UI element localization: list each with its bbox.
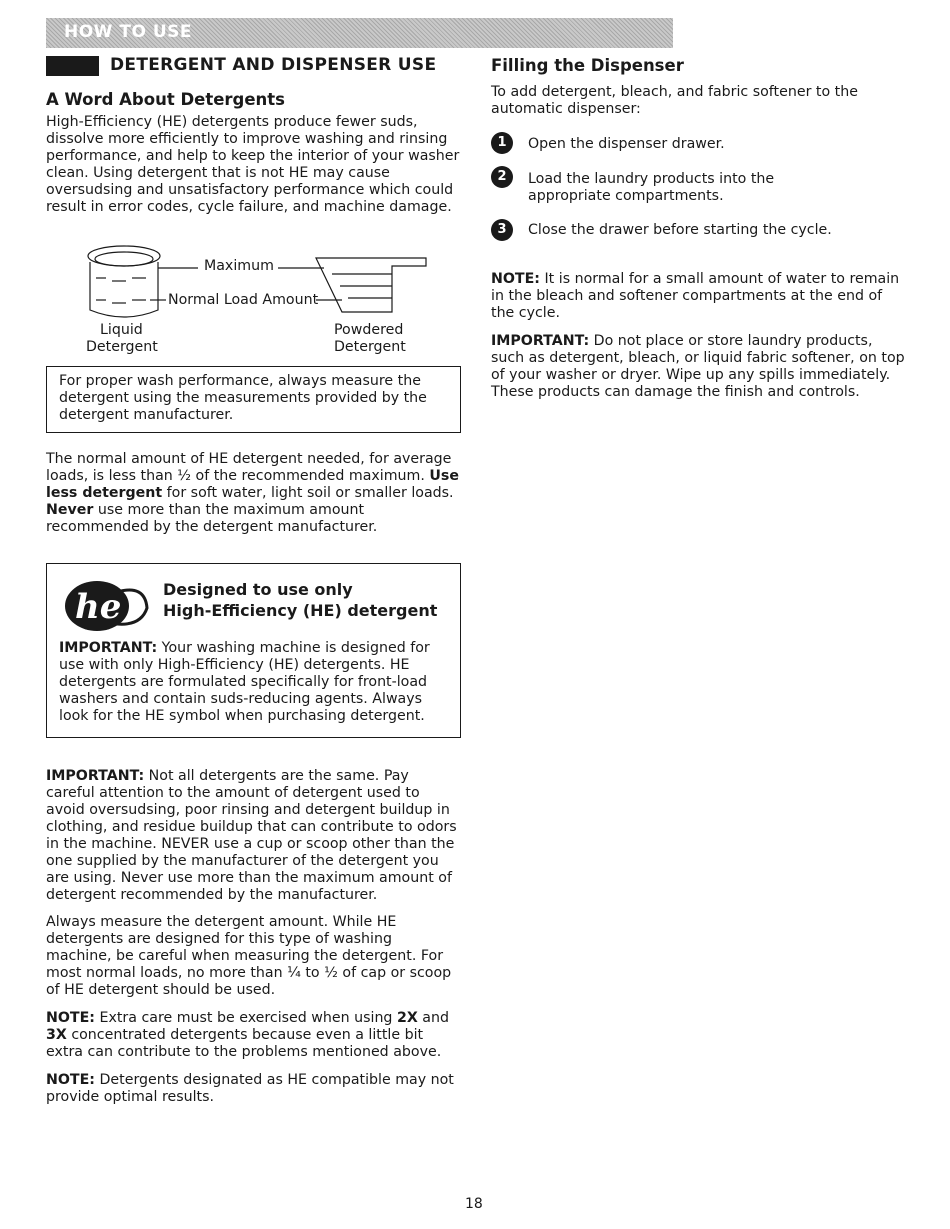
he-important-label: IMPORTANT: [59,640,158,656]
section-title: DETERGENT AND DISPENSER USE [110,55,437,75]
important-label: IMPORTANT: [491,333,590,349]
2x-emphasis: 2X [396,1010,418,1026]
note-text-1: Extra care must be exercised when using [94,1010,397,1026]
normal-amount-text-1: The normal amount of HE detergent needed, for average loads, is less than ½ of the recommended maximum. [46,451,452,484]
page-number: 18 [465,1196,483,1212]
3x-emphasis: 3X [46,1027,67,1043]
step-3-icon: 3 [491,219,513,241]
measure-notice-text: For proper wash performance, always measure the detergent using the measurements provided by the detergent manufacturer. [59,373,427,423]
normal-load-label: Normal Load Amount [168,292,319,308]
note-text: It is normal for a small amount of water to remain in the bleach and softener compartments at the end of the cycle. [491,271,900,321]
important-detergents-paragraph [46,768,461,904]
important-text: Do not place or store laundry products, such as detergent, bleach, or liquid fabric softener, on top of your washer or dryer. Wipe up any spills immediately. These products can damage the finish and controls. [491,333,905,400]
important-storage-paragraph [491,333,906,401]
he-logo-icon [61,578,149,634]
normal-amount-text-3: use more than the maximum amount recommended by the detergent manufacturer. [46,502,378,535]
note-label: NOTE: [46,1072,95,1088]
use-less-emphasis: Use less detergent [46,468,459,501]
maximum-label: Maximum [204,258,274,274]
note-water-paragraph [491,271,906,322]
note-text-2: and [417,1010,449,1026]
normal-amount-text-2: for soft water, light soil or smaller loads. [162,485,454,501]
banner-text: HOW TO USE [64,22,192,42]
step-2-icon: 2 [491,166,513,188]
section-marker [46,56,99,76]
powdered-detergent-label: Detergent [334,339,406,355]
liquid-label: Liquid [100,322,143,338]
filling-intro: To add detergent, bleach, and fabric softener to the automatic dispenser: [491,84,858,117]
he-notice-box [46,563,461,738]
step-1-text: Open the dispenser drawer. [528,136,725,152]
section-banner [46,18,673,48]
word-about-body: High-Efficiency (HE) detergents produce fewer suds, dissolve more efficiently to improve washing and rinsing performance, and help to keep the interior of your washer clean. Using detergent that is not HE may cause oversudsing and unsatisfactory performance which could result in error codes, cycle failure, and machine damage. [46,114,460,215]
step-2-text: Load the laundry products into the appropriate compartments. [528,171,775,204]
note-label: NOTE: [491,271,540,287]
he-title-line-2: High-Efficiency (HE) detergent [163,601,438,620]
normal-amount-paragraph [46,451,461,536]
step-3-text: Close the drawer before starting the cycle. [528,222,832,238]
liquid-detergent-label: Detergent [86,339,158,355]
powdered-label: Powdered [334,322,404,338]
note-text: Detergents designated as HE compatible may not provide optimal results. [46,1072,454,1105]
note-text-3: concentrated detergents because even a little bit extra can contribute to the problems mentioned above. [46,1027,442,1060]
step-1-icon: 1 [491,132,513,154]
word-about-heading: A Word About Detergents [46,90,286,109]
note-he-compatible-paragraph [46,1072,461,1106]
note-concentrated-paragraph [46,1010,461,1061]
he-logo-text: he [75,587,122,627]
measure-notice-box [46,366,461,433]
he-important-text: Your washing machine is designed for use with only High-Efficiency (HE) detergents. HE detergents are formulated specifically for front-load washers and contain suds-reducing agents. Always look for the HE symbol when purchasing detergent. [59,640,430,724]
always-measure-paragraph: Always measure the detergent amount. While HE detergents are designed for this type of washing machine, be careful when measuring the detergent. For most normal loads, no more than ¼ to ½ of cap or scoop of HE detergent should be used. [46,914,452,998]
he-important-paragraph [59,640,451,725]
filling-heading: Filling the Dispenser [491,56,684,75]
he-title-line-1: Designed to use only [163,580,353,599]
note-label: NOTE: [46,1010,95,1026]
important-label: IMPORTANT: [46,768,145,784]
important-text: Not all detergents are the same. Pay careful attention to the amount of detergent used to avoid oversudsing, poor rinsing and detergent buildup in clothing, and residue buildup that can contribute to odors in the machine. NEVER use a cup or scoop other than the one supplied by the manufacturer of the detergent you are using. Never use more than the maximum amount of detergent recommended by the manufacturer. [46,768,457,903]
never-emphasis: Never [46,502,94,518]
